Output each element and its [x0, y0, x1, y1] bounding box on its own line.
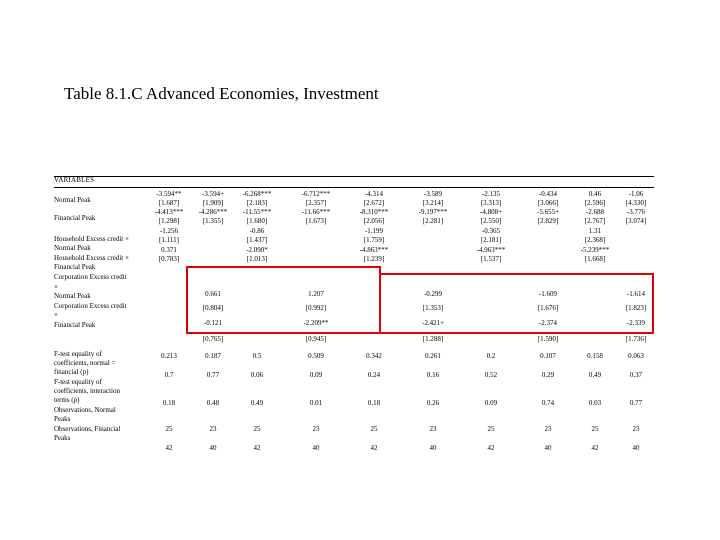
cell-corp-fin-col10: -2.339: [626, 319, 646, 327]
cell-obs-fin-col8: 40: [544, 444, 552, 452]
cell-hh-fin-se-col9: [1.668]: [584, 255, 606, 263]
table-title: Table 8.1.C Advanced Economies, Investment: [64, 84, 379, 103]
cell-ftest-normal-col8: 0.107: [540, 352, 556, 360]
cell-normal-peak-se-col3: [2.183]: [246, 199, 268, 207]
cell-corp-fin-col6: -2.421+: [421, 319, 445, 327]
cell-financial-peak-col4: -11.66***: [301, 208, 331, 216]
cell-corp-fin-se-col4: [0.945]: [305, 335, 327, 343]
cell-obs-normal-col10: 23: [632, 425, 640, 433]
label-corp-normal-1: Corporation Excess credit: [54, 273, 127, 281]
cell-financial-peak-se-col10: [3.074]: [625, 217, 647, 225]
cell-obs-normal-col9: 25: [591, 425, 599, 433]
cell-hh-normal-se-col1: [1.111]: [159, 236, 179, 244]
cell-hh-normal-se-col5: [1.759]: [363, 236, 385, 244]
cell-financial-peak-col1: -4.413***: [154, 208, 184, 216]
cell-normal-peak-col2: -3.594+: [201, 190, 225, 198]
cell-financial-peak-col9: -2.688: [585, 208, 605, 216]
cell-obs-normal-col2: 23: [209, 425, 217, 433]
cell-ftest-normal-col3: 0.5: [252, 352, 262, 360]
cell-hh-normal-se-col3: [1.437]: [246, 236, 268, 244]
cell-hh-normal-se-col9: [2.368]: [584, 236, 606, 244]
cell-ftest-inter-col1: 0.7: [164, 371, 174, 379]
cell-obs-normal-col1: 25: [165, 425, 173, 433]
cell-obs-normal-col3: 25: [253, 425, 261, 433]
cell-corp-normal-se-col8: [1.676]: [537, 304, 559, 312]
cell-normal-peak-se-col4: [2.357]: [305, 199, 327, 207]
cell-normal-peak-se-col6: [3.214]: [422, 199, 444, 207]
cell-hh-fin-se-col3: [1.013]: [246, 255, 268, 263]
cell-ftest-inter-col3: 0.06: [250, 371, 264, 379]
cell-normal-peak-col1: -3.594**: [156, 190, 182, 198]
cell-normal-peak-col5: -4.314: [364, 190, 384, 198]
cell-normal-peak-col4: -6.712***: [301, 190, 331, 198]
cell-ftest-extra-col10: 0.77: [629, 399, 643, 407]
label-corp-fin-2: ×: [54, 311, 58, 319]
cell-ftest-normal-col2: 0.187: [205, 352, 221, 360]
cell-corp-fin-col2: -0.121: [203, 319, 223, 327]
cell-ftest-normal-col1: 0.213: [161, 352, 177, 360]
label-hh-normal-1: Household Excess credit ×: [54, 235, 129, 243]
cell-financial-peak-col6: -9.197***: [418, 208, 448, 216]
cell-corp-normal-col2: 0.661: [205, 290, 221, 298]
cell-ftest-inter-col6: 0.16: [426, 371, 440, 379]
label-ftest-inter-3: terms (p): [54, 396, 80, 404]
cell-obs-fin-col9: 42: [591, 444, 599, 452]
cell-obs-normal-col8: 23: [544, 425, 552, 433]
cell-ftest-normal-col10: 0.063: [628, 352, 644, 360]
cell-obs-normal-col6: 23: [429, 425, 437, 433]
cell-ftest-inter-col8: 0.29: [541, 371, 555, 379]
cell-hh-fin-col3: -2.090*: [246, 246, 268, 254]
table-top-rule: [54, 176, 654, 177]
cell-hh-fin-col9: -5.239***: [580, 246, 610, 254]
cell-corp-normal-col10: -1.614: [626, 290, 646, 298]
cell-normal-peak-se-col5: [2.672]: [363, 199, 385, 207]
cell-corp-normal-col6: -0.299: [423, 290, 443, 298]
cell-hh-fin-col5: -4.863***: [359, 246, 389, 254]
cell-ftest-normal-col9: 0.158: [587, 352, 603, 360]
label-corp-fin-1: Corporation Excess credit: [54, 302, 127, 310]
cell-obs-fin-col3: 42: [253, 444, 261, 452]
cell-hh-normal-se-col7: [2.181]: [480, 236, 502, 244]
label-ftest-normal-2: coefficients, normal =: [54, 359, 116, 367]
label-obs-fin-1: Observations, Financial: [54, 425, 121, 433]
cell-ftest-normal-col4: 0.509: [308, 352, 324, 360]
cell-ftest-inter-col2: 0.77: [206, 371, 220, 379]
label-normal-peak: Normal Peak: [54, 196, 91, 204]
label-financial-peak: Financial Peak: [54, 214, 96, 222]
header-rule: [54, 187, 654, 188]
label-corp-fin-3: Financial Peak: [54, 321, 96, 329]
cell-normal-peak-col7: -2.135: [481, 190, 501, 198]
cell-normal-peak-col10: -1.06: [628, 190, 644, 198]
label-ftest-inter-1: F-test equality of: [54, 378, 102, 386]
cell-obs-fin-col4: 40: [312, 444, 320, 452]
cell-hh-normal-col5: -1.199: [364, 227, 384, 235]
cell-ftest-inter-col10: 0.37: [629, 371, 643, 379]
cell-financial-peak-col7: -4.808+: [479, 208, 503, 216]
cell-corp-fin-se-col8: [1.590]: [537, 335, 559, 343]
cell-normal-peak-col3: -6.268***: [242, 190, 272, 198]
cell-ftest-extra-col5: 0.18: [367, 399, 381, 407]
header-variables: VARIABLES: [54, 176, 95, 184]
cell-obs-fin-col6: 40: [429, 444, 437, 452]
cell-financial-peak-se-col9: [2.767]: [584, 217, 606, 225]
cell-corp-normal-col8: -1.609: [538, 290, 558, 298]
cell-corp-normal-col4: 1.207: [308, 290, 324, 298]
cell-normal-peak-se-col7: [3.313]: [480, 199, 502, 207]
cell-corp-fin-se-col2: [0.765]: [202, 335, 224, 343]
cell-obs-normal-col7: 25: [487, 425, 495, 433]
cell-normal-peak-se-col10: [4.330]: [625, 199, 647, 207]
cell-ftest-extra-col6: 0.26: [426, 399, 440, 407]
cell-normal-peak-col8: -0.434: [538, 190, 558, 198]
label-hh-fin-1: Household Excess credit ×: [54, 254, 129, 262]
cell-corp-fin-col8: -2.374: [538, 319, 558, 327]
cell-financial-peak-col5: -8.310***: [359, 208, 389, 216]
cell-financial-peak-col10: -3.776: [626, 208, 646, 216]
cell-financial-peak-se-col2: [1.355]: [202, 217, 224, 225]
cell-hh-normal-col1: -1.256: [159, 227, 179, 235]
cell-financial-peak-se-col3: [1.680]: [246, 217, 268, 225]
cell-obs-fin-col7: 42: [487, 444, 495, 452]
cell-financial-peak-se-col5: [2.056]: [363, 217, 385, 225]
cell-ftest-extra-col8: 0.74: [541, 399, 555, 407]
cell-corp-normal-se-col6: [1.353]: [422, 304, 444, 312]
cell-ftest-extra-col2: 0.48: [206, 399, 220, 407]
label-corp-normal-3: Normal Peak: [54, 292, 91, 300]
cell-corp-fin-se-col10: [1.736]: [625, 335, 647, 343]
cell-financial-peak-se-col8: [2.829]: [537, 217, 559, 225]
cell-hh-normal-col3: -0.86: [249, 227, 265, 235]
cell-financial-peak-col8: -5.655+: [536, 208, 560, 216]
cell-normal-peak-se-col8: [3.066]: [537, 199, 559, 207]
cell-ftest-inter-col9: 0.49: [588, 371, 602, 379]
cell-financial-peak-col3: -11.55***: [242, 208, 272, 216]
cell-corp-fin-se-col6: [1.288]: [422, 335, 444, 343]
cell-hh-normal-col9: 1.31: [588, 227, 602, 235]
label-ftest-normal-3: financial (p): [54, 368, 89, 376]
cell-corp-normal-se-col10: [1.823]: [625, 304, 647, 312]
cell-obs-fin-col1: 42: [165, 444, 173, 452]
label-hh-normal-2: Normal Peak: [54, 244, 91, 252]
cell-ftest-extra-col7: 0.09: [484, 399, 498, 407]
cell-obs-fin-col2: 40: [209, 444, 217, 452]
label-obs-fin-2: Peaks: [54, 434, 71, 442]
cell-hh-fin-se-col7: [1.537]: [480, 255, 502, 263]
cell-ftest-extra-col3: 0.49: [250, 399, 264, 407]
cell-hh-normal-col7: -0.365: [481, 227, 501, 235]
cell-hh-fin-se-col1: [0.783]: [158, 255, 180, 263]
cell-obs-normal-col4: 23: [312, 425, 320, 433]
cell-ftest-normal-col5: 0.342: [366, 352, 382, 360]
cell-ftest-inter-col7: 0.52: [484, 371, 498, 379]
cell-ftest-extra-col4: 0.01: [309, 399, 323, 407]
cell-obs-fin-col5: 42: [370, 444, 378, 452]
cell-ftest-inter-col4: 0.09: [309, 371, 323, 379]
cell-normal-peak-se-col2: [1.909]: [202, 199, 224, 207]
label-obs-normal-1: Observations, Normal: [54, 406, 116, 414]
cell-financial-peak-col2: -4.286***: [198, 208, 228, 216]
cell-normal-peak-col9: 0.46: [588, 190, 602, 198]
cell-hh-fin-col7: -4.963***: [476, 246, 506, 254]
cell-ftest-extra-col1: 0.18: [162, 399, 176, 407]
label-obs-normal-2: Peaks: [54, 415, 71, 423]
cell-obs-normal-col5: 25: [370, 425, 378, 433]
cell-normal-peak-se-col1: [1.687]: [158, 199, 180, 207]
cell-ftest-normal-col7: 0.2: [486, 352, 496, 360]
cell-ftest-extra-col9: 0.03: [588, 399, 602, 407]
cell-hh-fin-col1: 0.371: [161, 246, 177, 254]
cell-ftest-normal-col6: 0.261: [425, 352, 441, 360]
cell-normal-peak-col6: -3.589: [423, 190, 443, 198]
cell-financial-peak-se-col7: [2.550]: [480, 217, 502, 225]
cell-obs-fin-col10: 40: [632, 444, 640, 452]
cell-normal-peak-se-col9: [2.596]: [584, 199, 606, 207]
label-ftest-inter-2: coefficients, interaction: [54, 387, 120, 395]
label-ftest-normal-1: F-test equality of: [54, 350, 102, 358]
cell-financial-peak-se-col1: [1.298]: [158, 217, 180, 225]
cell-corp-normal-se-col4: [0.992]: [305, 304, 327, 312]
label-corp-normal-2: ×: [54, 283, 58, 291]
cell-corp-fin-col4: -2.209**: [303, 319, 329, 327]
cell-hh-fin-se-col5: [1.239]: [363, 255, 385, 263]
cell-corp-normal-se-col2: [0.804]: [202, 304, 224, 312]
cell-financial-peak-se-col4: [1.673]: [305, 217, 327, 225]
label-hh-fin-2: Financial Peak: [54, 263, 96, 271]
cell-ftest-inter-col5: 0.24: [367, 371, 381, 379]
cell-financial-peak-se-col6: [2.281]: [422, 217, 444, 225]
